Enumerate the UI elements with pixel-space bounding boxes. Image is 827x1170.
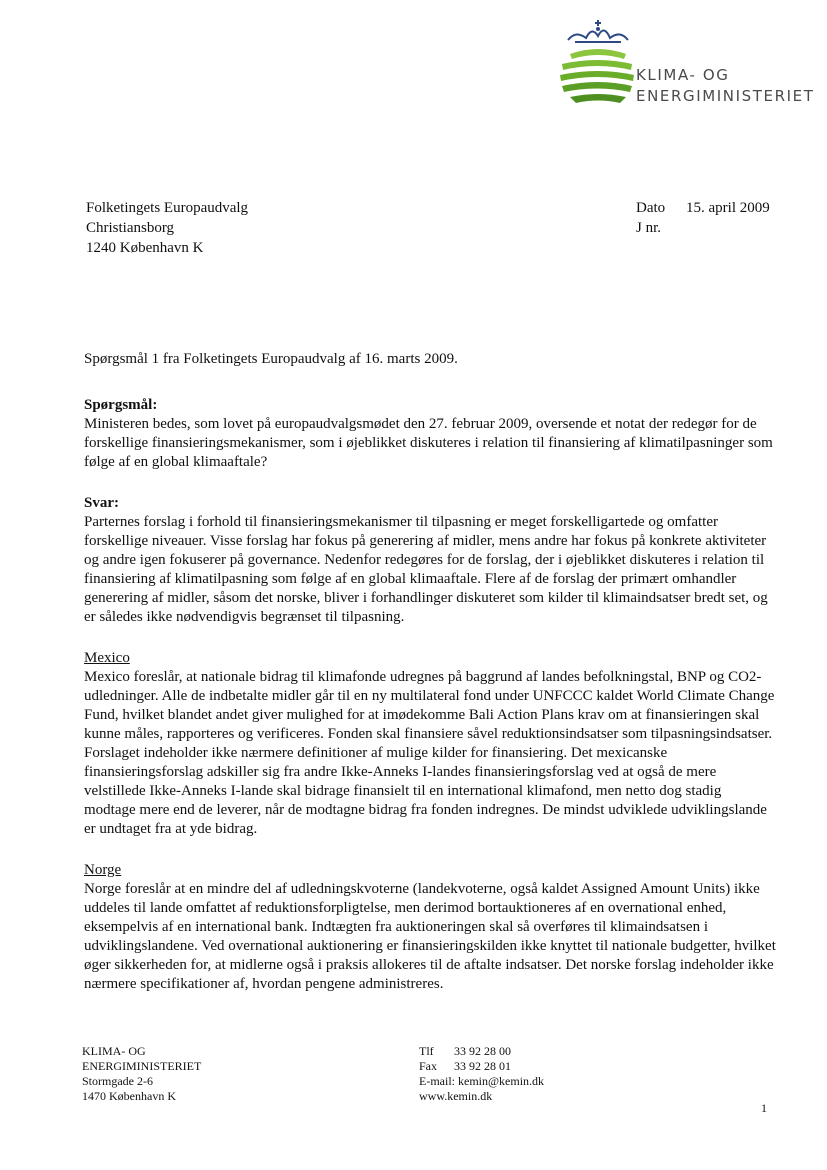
letter-meta: [636, 198, 770, 238]
footer-city: 1470 København K: [82, 1089, 176, 1103]
fax-value: 33 92 28 01: [454, 1059, 511, 1073]
footer-name-line2: ENERGIMINISTERIET: [82, 1059, 202, 1073]
date-label: Dato: [636, 200, 666, 216]
ministry-name-line1: KLIMA- OG: [636, 66, 730, 84]
recipient-address: [86, 198, 248, 258]
date-value: 15. april 2009: [686, 200, 770, 216]
tlf-value: 33 92 28 00: [454, 1044, 511, 1058]
recipient-line: Folketingets Europaudvalg: [86, 200, 249, 216]
question-heading: Spørgsmål:: [84, 397, 158, 413]
footer-name-line1: KLIMA- OG: [82, 1044, 146, 1058]
footer-address: [82, 1044, 201, 1104]
footer-web[interactable]: www.kemin.dk: [419, 1089, 493, 1103]
globe-icon: [560, 49, 634, 103]
jnr-label: J nr.: [636, 220, 662, 236]
section-text-norge: Norge foreslår at en mindre del af udledningskvoterne (landekvoterne, også kaldet Assigned Amount Units) ikke uddeles til lande omfattet af reduktionsforpligtelse, men derimod bortauktioneres af en overnational enhed, eksempelvis af en international bank. Indtægten fra auktioneringen skal så overføres til klimaindsatsen i udviklingslandene. Ved overnational auktionering er finansieringskilden ikke knyttet til nationale budgetter, hvilket øger sikkerheden for, at midlerne også i praksis allokeres til de aftalte indsatser. Det norske forslag indeholder ikke nærmere specifikationer af, hvordan pengene administreres.: [84, 881, 776, 992]
answer-text: Parternes forslag i forhold til finansieringsmekanismer til tilpasning er meget forskelligartede og omfatter forskellige niveauer. Visse forslag har fokus på generering af midler, mens andre har fokus på konkrete aktiviteter og andre igen fokuserer på governance. Nedenfor redegøres for de forslag, der i øjeblikket diskuteres i relation til finansiering af klimatilpasning som følge af en global klimaaftale. Flere af de forslag der primært omhandler generering af midler, såsom det norske, bliver i forhandlinger diskuteret som kilder til klimaindsatser bredt set, og er således ikke nødvendigvis begrænset til tilpasning.: [84, 514, 768, 625]
page-number: 1: [761, 1101, 767, 1115]
tlf-label: Tlf: [419, 1044, 434, 1058]
section-heading-mexico: Mexico: [84, 650, 130, 666]
section-text-mexico: Mexico foreslår, at nationale bidrag til klimafonde udregnes på baggrund af landes befolkningstal, BNP og CO2-udledninger. Alle de indbetalte midler går til en ny multilateral fond under UNFCCC kaldet World Climate Change Fund, hvilket blandet andet giver mulighed for at imødekomme Bali Action Plans krav om at finansieringen skal kunne måles, rapporteres og verificeres. Fonden skal finansiere såvel reduktionsindsatser som tilpasningsindsatser. Forslaget indeholder ikke nærmere definitioner af mulige kilder for finansiering. Det mexicanske finansieringsforslag adskiller sig fra andre Ikke-Anneks I-landes finansieringsforslag ved at også de mere velstillede Ikke-Anneks I-lande skal bidrage finansielt til en international klimafond, men netto dog stadig modtage mere end de leverer, når de modtagne bidrag fra fonden indregnes. De mindst udviklede udviklingslande er undtaget fra at yde bidrag.: [84, 669, 775, 837]
section-heading-norge: Norge: [84, 862, 122, 878]
crown-icon: [568, 20, 628, 42]
answer-heading: Svar:: [84, 495, 119, 511]
footer-email[interactable]: E-mail: kemin@kemin.dk: [419, 1074, 545, 1088]
question-text: Ministeren bedes, som lovet på europaudvalgsmødet den 27. februar 2009, oversende et notat der redegør for de forskellige finansieringsmekanismer, som i øjeblikket diskuteres i relation til finansiering af klimatilpasninger som følge af en global klimaaftale?: [84, 416, 773, 470]
footer-contact: [419, 1044, 544, 1104]
fax-label: Fax: [419, 1059, 437, 1073]
intro-line: Spørgsmål 1 fra Folketingets Europaudvalg af 16. marts 2009.: [84, 351, 458, 367]
letter-body: [84, 350, 776, 994]
footer-street: Stormgade 2-6: [82, 1074, 153, 1088]
recipient-line: 1240 København K: [86, 240, 204, 256]
recipient-line: Christiansborg: [86, 220, 175, 236]
ministry-name-line2: ENERGIMINISTERIET: [636, 87, 815, 105]
